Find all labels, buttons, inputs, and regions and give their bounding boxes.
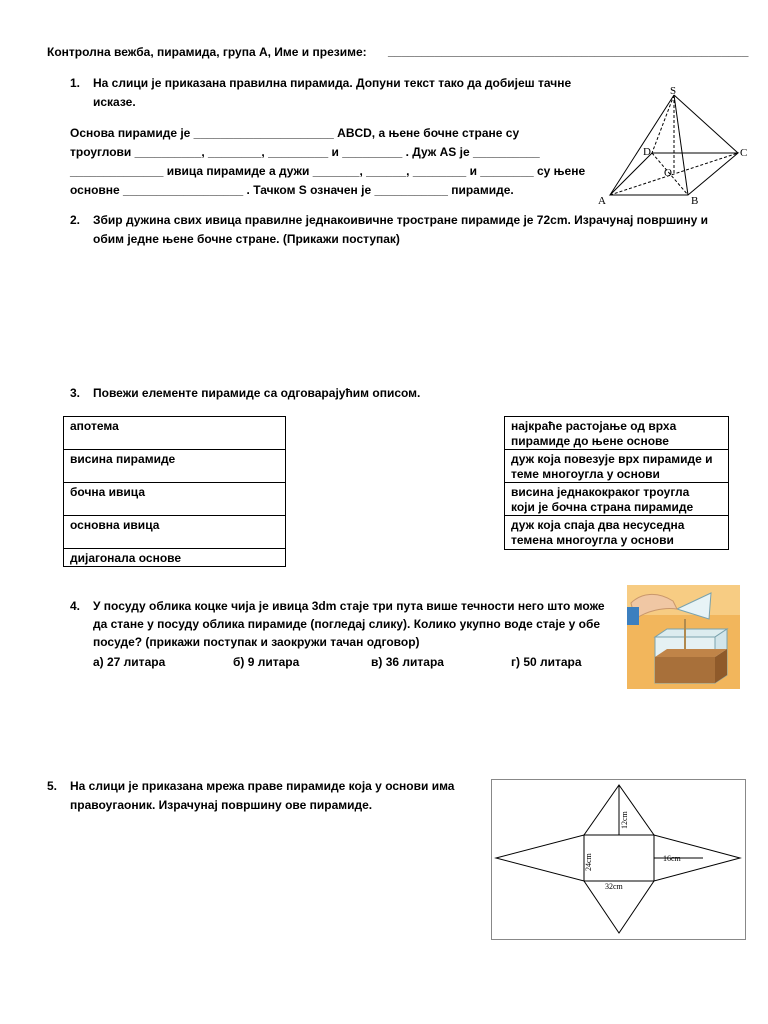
right-cell-2 bbox=[505, 483, 728, 516]
q2-number: 2. bbox=[70, 213, 81, 227]
right-cell-0 bbox=[505, 417, 728, 450]
left-cell-1: висина пирамиде bbox=[64, 450, 285, 483]
left-cell-3: основна ивица bbox=[64, 516, 285, 549]
label-D: D bbox=[643, 146, 651, 158]
q3-right-table bbox=[504, 416, 729, 550]
pyramid-net-figure bbox=[491, 779, 746, 940]
q1-fill4: основне __________________ . Тачком S означен је ___________ пирамиде. bbox=[70, 183, 514, 197]
net-base bbox=[584, 835, 654, 881]
left-cell-2: бочна ивица bbox=[64, 483, 285, 516]
right-cell-3-l1: дуж која спаја два несуседна bbox=[511, 518, 685, 532]
answer-a: а) 27 литара bbox=[93, 655, 166, 669]
label-S: S bbox=[670, 85, 677, 97]
left-cell-4: дијагонала основе bbox=[70, 551, 182, 565]
q3-left-table bbox=[63, 416, 286, 567]
answer-b: б) 9 литара bbox=[233, 655, 300, 669]
q4-line3: посуде? (прикажи поступак и заокружи тачан одговор) bbox=[93, 635, 420, 649]
right-cell-3 bbox=[505, 516, 728, 549]
left-cell-0: апотема bbox=[64, 417, 285, 450]
q1-fill2: троуглови __________, ________, _________ и _________ . Дуж AS је __________ bbox=[70, 145, 540, 159]
pouring-illustration bbox=[627, 585, 740, 689]
right-cell-1-l1: дуж која повезује врх пирамиде и bbox=[511, 452, 713, 466]
q1-number: 1. bbox=[70, 76, 81, 90]
label-C: C bbox=[740, 147, 748, 159]
label-B: B bbox=[691, 195, 699, 207]
q5-number: 5. bbox=[47, 779, 58, 793]
right-cell-2-l2: који је бочна страна пирамиде bbox=[511, 500, 694, 514]
label-16cm: 16cm bbox=[663, 854, 681, 863]
q1-line2: исказе. bbox=[93, 95, 136, 109]
q2-line1: Збир дужина свих ивица правилне једнакоивичне тростране пирамиде је 72cm. Израчунај површину и bbox=[93, 213, 708, 227]
q1-fill3: ______________ ивица пирамиде а дужи _______, ______, ________ и ________ су њене bbox=[70, 164, 586, 178]
q5-line2: правоугаоник. Израчунај површину ове пирамиде. bbox=[70, 798, 373, 812]
q3-text: Повежи елементе пирамиде са одговарајућим описом. bbox=[93, 386, 421, 400]
q1-fill1: Основа пирамиде је _____________________ ABCD, а њене бочне стране су bbox=[70, 126, 520, 140]
right-cell-2-l1: висина једнакокраког троугла bbox=[511, 485, 690, 499]
q2-line2: обим једне њене бочне стране. (Прикажи поступак) bbox=[93, 232, 400, 246]
label-24cm: 24cm bbox=[584, 853, 593, 871]
q1-line1: На слици је приказана правилна пирамида. Допуни текст тако да добијеш тачне bbox=[93, 76, 572, 90]
name-blank: ______________________________________________________ bbox=[388, 44, 749, 58]
q4-line1: У посуду облика коцке чија је ивица 3dm стаје три пута више течности него што може bbox=[93, 599, 605, 613]
right-cell-1-l2: теме многоугла у основи bbox=[511, 467, 660, 481]
label-32cm: 32cm bbox=[605, 882, 623, 891]
right-cell-3-l2: темена многоугла у основи bbox=[511, 533, 674, 547]
q4-line2: да стане у посуду облика пирамиде (погледај слику). Колико укупно воде стаје у обе bbox=[93, 617, 601, 631]
label-O: O bbox=[664, 167, 672, 179]
pyramid-figure bbox=[590, 82, 760, 210]
right-cell-0-l2: пирамиде до њене основе bbox=[511, 434, 669, 448]
answer-c: в) 36 литара bbox=[371, 655, 444, 669]
q5-line1: На слици је приказана мрежа праве пирамиде која у основи има bbox=[70, 779, 455, 793]
right-cell-0-l1: најкраће растојање од врха bbox=[511, 419, 677, 433]
q3-number: 3. bbox=[70, 386, 81, 400]
label-12cm: 12cm bbox=[620, 811, 629, 829]
q4-number: 4. bbox=[70, 599, 81, 613]
label-A: A bbox=[598, 195, 606, 207]
net-left-face bbox=[496, 835, 584, 881]
header-title: Контролна вежба, пирамида, група А, Име и презиме: bbox=[47, 45, 367, 59]
right-cell-1 bbox=[505, 450, 728, 483]
answer-d: г) 50 литара bbox=[511, 655, 582, 669]
